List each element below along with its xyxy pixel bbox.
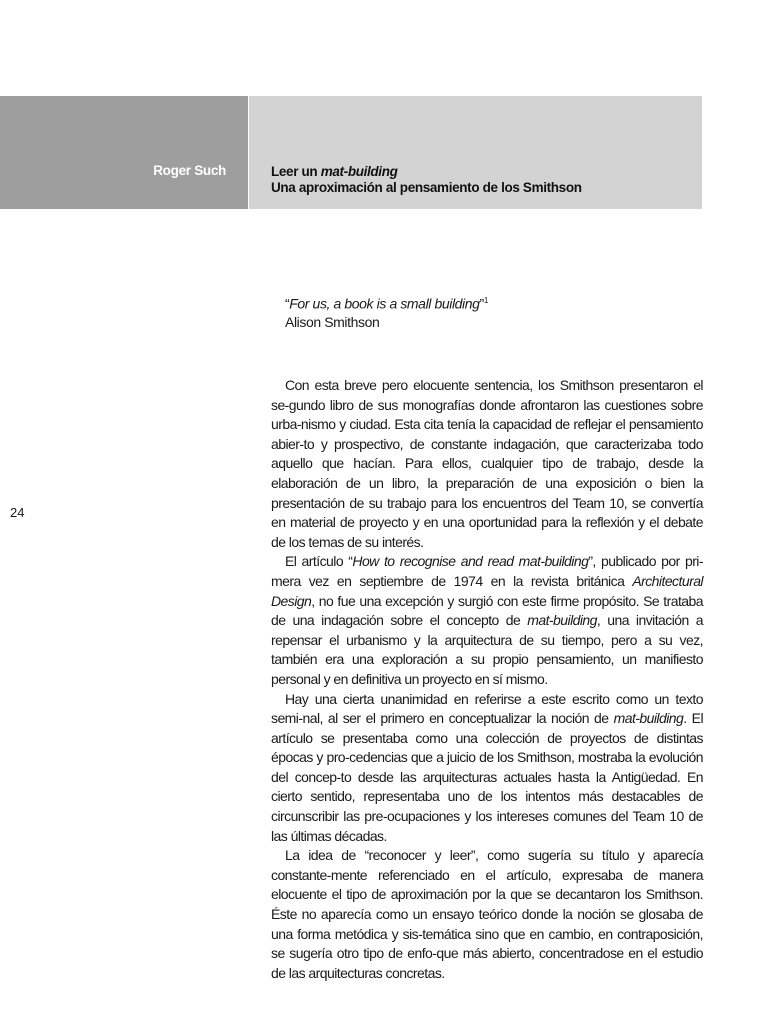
open-quote: “ — [285, 295, 290, 312]
paragraph-text: El artículo “ — [285, 553, 353, 570]
title-italic: mat-building — [320, 164, 398, 179]
footnote-mark: 1 — [483, 296, 488, 305]
paragraph-text: Hay una cierta unanimidad en referirse a este escrito como un texto semi-nal, al ser el primero en conceptualizar la noción de — [271, 690, 703, 727]
paragraph-text: , no fue una excepción y surgió con este firme propósito. Se trataba de una indagación sobre el concepto de — [271, 592, 703, 629]
paragraph-2 — [271, 552, 703, 689]
term-mat-building: mat-building — [527, 612, 597, 629]
header-band-left — [0, 96, 248, 209]
paragraph-text: Con esta breve pero elocuente sentencia, los Smithson presentaron el se-gundo libro de sus monografías donde afrontaron las cuestiones sobre urba-nismo y ciudad. Esta cita tenía la capacidad de reflejar el pensamiento abier-to y prospectivo, de constante indagación, que caracterizaba todo aquello que hacían. Para ellos, cualquier tipo de trabajo, desde la elaboración de un libro, la preparación de una exposición o bien la presentación de su trabajo para los encuentros del Team 10, se convertía en material de proyecto y en una oportunidad para la reflexión y el debate de los temas de su interés. — [271, 377, 703, 550]
body-text — [271, 376, 703, 983]
term-mat-building: mat-building — [613, 710, 684, 727]
paragraph-text: , una invitación a repensar el urbanismo y la arquitectura de su tiempo, pero a su vez, también era una exploración a su propio pensamiento, un manifiesto personal y en definitiva un proyecto en sí mismo. — [271, 612, 703, 687]
paragraph-1 — [271, 376, 703, 552]
article-title-ref: How to recognise and read mat-building — [352, 553, 589, 570]
close-quote: ” — [479, 295, 484, 312]
epigraph — [285, 292, 685, 331]
quote-text: For us, a book is a small building — [289, 295, 480, 312]
paragraph-text: ”, publicado por pri-mera vez en septiembre de 1974 en la revista británica — [271, 553, 703, 589]
page-number: 24 — [10, 505, 25, 520]
title-line — [271, 164, 691, 180]
author-name: Roger Such — [153, 163, 226, 178]
magazine-name: Architectural Design — [271, 572, 703, 609]
epigraph-attribution: Alison Smithson — [285, 313, 380, 330]
paragraph-4 — [271, 846, 703, 983]
paragraph-3 — [271, 690, 703, 847]
article-subtitle: Una aproximación al pensamiento de los Smithson — [271, 180, 582, 195]
article-title — [271, 164, 691, 196]
title-prefix: Leer un — [271, 164, 321, 179]
paragraph-text: . El artículo se presentaba como una colección de proyectos de distintas épocas y pro-cedencias que a juicio de los Smithson, mostraba la evolución del concep-to desde las arquitecturas actuales hasta la Antigüedad. En cierto sentido, representaba uno de los intentos más destacables de circunscribir las pre-ocupaciones y los intereses comunes del Team 10 de las últimas décadas. — [271, 710, 704, 844]
paragraph-text: La idea de “reconocer y leer”, como sugería su título y aparecía constante-mente referenciado en el artículo, expresaba de manera elocuente el tipo de aproximación por la que se decantaron los Smithson. Éste no aparecía como un ensayo teórico donde la noción se glosaba de una forma metódica y sis-temática sino que en cambio, en contraposición, se sugería otro tipo de enfo-que más abierto, concentradose en el estudio de las arquitecturas concretas. — [271, 847, 703, 981]
epigraph-quote — [285, 292, 685, 313]
